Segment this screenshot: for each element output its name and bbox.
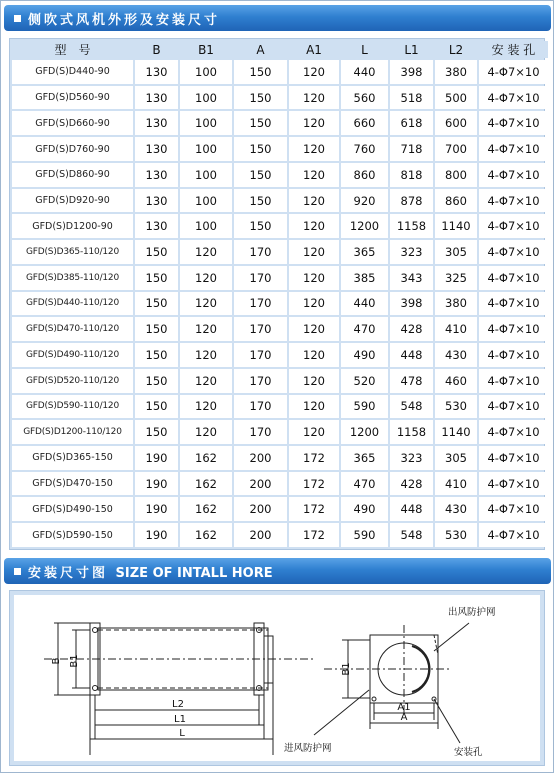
dimension-cell: 170	[234, 266, 287, 290]
dimension-cell: 878	[390, 189, 433, 213]
label-outlet-mesh: 出风防护网	[448, 607, 496, 618]
dimension-cell: 380	[435, 60, 477, 84]
dimension-cell: 490	[341, 497, 388, 521]
model-cell: GFD(S)D920-90	[12, 189, 133, 213]
model-cell: GFD(S)D860-90	[12, 163, 133, 187]
model-cell: GFD(S)D470-150	[12, 472, 133, 496]
dimension-cell: 120	[289, 214, 339, 238]
dimension-cell: 460	[435, 369, 477, 393]
dimension-cell: 150	[135, 395, 178, 419]
dimension-cell: 120	[180, 369, 232, 393]
label-b1: B1	[69, 654, 80, 668]
dimension-cell: 190	[135, 523, 178, 547]
section-banner-dimensions	[4, 5, 551, 31]
model-cell: GFD(S)D440-110/120	[12, 292, 133, 316]
install-diagram	[14, 595, 540, 761]
dimension-cell: 150	[135, 292, 178, 316]
dimension-cell: 170	[234, 420, 287, 444]
column-header: L2	[435, 41, 477, 58]
model-cell: GFD(S)D490-110/120	[12, 343, 133, 367]
dimension-cell: 4-Φ7×10	[479, 86, 548, 110]
dimension-cell: 1200	[341, 420, 388, 444]
section-title-install	[28, 562, 273, 581]
column-header: 安 装 孔	[479, 41, 548, 58]
dimension-cell: 162	[180, 523, 232, 547]
dimension-cell: 305	[435, 240, 477, 264]
dimension-cell: 325	[435, 266, 477, 290]
column-header: A1	[289, 41, 339, 58]
dimension-cell: 428	[390, 472, 433, 496]
dimension-cell: 170	[234, 395, 287, 419]
dimension-cell: 4-Φ7×10	[479, 163, 548, 187]
dimension-cell: 1140	[435, 214, 477, 238]
dimension-cell: 500	[435, 86, 477, 110]
column-header: 型 号	[12, 41, 133, 58]
dimension-cell: 172	[289, 523, 339, 547]
table-row	[12, 137, 548, 161]
dimension-cell: 470	[341, 317, 388, 341]
table-row	[12, 369, 548, 393]
dimension-cell: 600	[435, 111, 477, 135]
dimension-cell: 4-Φ7×10	[479, 472, 548, 496]
label-b: B	[51, 657, 62, 665]
dimension-cell: 130	[135, 137, 178, 161]
dimension-cell: 120	[289, 369, 339, 393]
dimension-cell: 1158	[390, 420, 433, 444]
dimension-cell: 305	[435, 446, 477, 470]
dimension-cell: 120	[180, 420, 232, 444]
dimension-cell: 170	[234, 369, 287, 393]
dimension-cell: 120	[289, 343, 339, 367]
dimension-cell: 4-Φ7×10	[479, 395, 548, 419]
dimension-cell: 100	[180, 60, 232, 84]
dimension-cell: 170	[234, 317, 287, 341]
dimension-table	[10, 39, 550, 549]
dimension-cell: 170	[234, 292, 287, 316]
dimension-cell: 172	[289, 446, 339, 470]
dimension-cell: 100	[180, 163, 232, 187]
dimension-cell: 100	[180, 86, 232, 110]
section-banner-install	[4, 558, 551, 584]
dimension-cell: 130	[135, 163, 178, 187]
dimension-cell: 190	[135, 446, 178, 470]
dimension-cell: 530	[435, 523, 477, 547]
dimension-cell: 4-Φ7×10	[479, 497, 548, 521]
dimension-cell: 130	[135, 214, 178, 238]
dimension-cell: 162	[180, 472, 232, 496]
dimension-cell: 860	[435, 189, 477, 213]
label-l1: L1	[174, 714, 186, 725]
dimension-cell: 150	[234, 60, 287, 84]
dimension-cell: 365	[341, 446, 388, 470]
dimension-cell: 150	[135, 317, 178, 341]
dimension-cell: 618	[390, 111, 433, 135]
dimension-cell: 470	[341, 472, 388, 496]
dimension-cell: 590	[341, 523, 388, 547]
table-row	[12, 240, 548, 264]
banner-square-icon	[14, 568, 21, 575]
table-row	[12, 86, 548, 110]
dimension-cell: 120	[289, 317, 339, 341]
dimension-cell: 548	[390, 395, 433, 419]
dimension-cell: 478	[390, 369, 433, 393]
dimension-cell: 130	[135, 189, 178, 213]
dimension-cell: 130	[135, 60, 178, 84]
model-cell: GFD(S)D590-110/120	[12, 395, 133, 419]
table-row	[12, 395, 548, 419]
dimension-cell: 120	[289, 86, 339, 110]
banner-square-icon	[14, 15, 21, 22]
dimension-cell: 365	[341, 240, 388, 264]
dimension-cell: 428	[390, 317, 433, 341]
dimension-cell: 120	[289, 137, 339, 161]
dimension-cell: 4-Φ7×10	[479, 266, 548, 290]
dimension-cell: 120	[289, 395, 339, 419]
column-header: B1	[180, 41, 232, 58]
dimension-cell: 410	[435, 472, 477, 496]
table-row	[12, 189, 548, 213]
model-cell: GFD(S)D490-150	[12, 497, 133, 521]
dimension-cell: 4-Φ7×10	[479, 292, 548, 316]
dimension-cell: 120	[289, 420, 339, 444]
dimension-cell: 150	[234, 163, 287, 187]
dimension-cell: 1158	[390, 214, 433, 238]
install-diagram-container	[9, 590, 545, 766]
dimension-cell: 4-Φ7×10	[479, 420, 548, 444]
dimension-cell: 150	[234, 137, 287, 161]
dimension-cell: 120	[289, 292, 339, 316]
dimension-cell: 200	[234, 523, 287, 547]
dimension-cell: 440	[341, 292, 388, 316]
table-body	[12, 60, 548, 547]
dimension-cell: 150	[135, 240, 178, 264]
dimension-cell: 120	[289, 240, 339, 264]
dimension-cell: 4-Φ7×10	[479, 446, 548, 470]
dimension-cell: 398	[390, 292, 433, 316]
model-cell: GFD(S)D1200-90	[12, 214, 133, 238]
dimension-cell: 4-Φ7×10	[479, 189, 548, 213]
dimension-cell: 860	[341, 163, 388, 187]
dimension-cell: 172	[289, 472, 339, 496]
dimension-table-container	[9, 38, 545, 550]
dimension-cell: 120	[180, 240, 232, 264]
dimension-cell: 200	[234, 446, 287, 470]
dimension-cell: 150	[135, 420, 178, 444]
dimension-cell: 440	[341, 60, 388, 84]
dimension-cell: 120	[289, 189, 339, 213]
table-row	[12, 420, 548, 444]
dimension-cell: 4-Φ7×10	[479, 214, 548, 238]
model-cell: GFD(S)D1200-110/120	[12, 420, 133, 444]
dimension-cell: 430	[435, 343, 477, 367]
table-row	[12, 472, 548, 496]
dimension-cell: 4-Φ7×10	[479, 111, 548, 135]
dimension-cell: 170	[234, 240, 287, 264]
label-l2: L2	[172, 699, 184, 710]
table-row	[12, 266, 548, 290]
dimension-cell: 920	[341, 189, 388, 213]
dimension-cell: 120	[180, 317, 232, 341]
dimension-cell: 1200	[341, 214, 388, 238]
table-row	[12, 214, 548, 238]
dimension-cell: 120	[180, 292, 232, 316]
dimension-cell: 120	[289, 60, 339, 84]
model-cell: GFD(S)D590-150	[12, 523, 133, 547]
table-row	[12, 343, 548, 367]
dimension-cell: 818	[390, 163, 433, 187]
table-row	[12, 523, 548, 547]
model-cell: GFD(S)D365-150	[12, 446, 133, 470]
dimension-cell: 200	[234, 497, 287, 521]
column-header: A	[234, 41, 287, 58]
dimension-cell: 590	[341, 395, 388, 419]
dimension-cell: 150	[234, 189, 287, 213]
dimension-cell: 548	[390, 523, 433, 547]
dimension-cell: 130	[135, 86, 178, 110]
dimension-cell: 170	[234, 343, 287, 367]
dimension-cell: 120	[180, 343, 232, 367]
model-cell: GFD(S)D365-110/120	[12, 240, 133, 264]
dimension-cell: 385	[341, 266, 388, 290]
dimension-cell: 162	[180, 446, 232, 470]
label-mount-hole: 安装孔	[454, 747, 483, 758]
table-row	[12, 317, 548, 341]
dimension-cell: 100	[180, 137, 232, 161]
dimension-cell: 490	[341, 343, 388, 367]
dimension-cell: 120	[180, 266, 232, 290]
model-cell: GFD(S)D440-90	[12, 60, 133, 84]
dimension-cell: 398	[390, 60, 433, 84]
model-cell: GFD(S)D520-110/120	[12, 369, 133, 393]
dimension-cell: 800	[435, 163, 477, 187]
label-inlet-mesh: 进风防护网	[284, 743, 332, 754]
table-row	[12, 497, 548, 521]
dimension-cell: 448	[390, 497, 433, 521]
dimension-cell: 190	[135, 472, 178, 496]
dimension-cell: 120	[289, 266, 339, 290]
dimension-cell: 4-Φ7×10	[479, 137, 548, 161]
dimension-cell: 660	[341, 111, 388, 135]
section-title: 侧吹式风机外形及安装尺寸	[28, 12, 221, 28]
column-header: L	[341, 41, 388, 58]
dimension-cell: 150	[234, 111, 287, 135]
dimension-cell: 172	[289, 497, 339, 521]
table-row	[12, 446, 548, 470]
dimension-cell: 150	[234, 86, 287, 110]
dimension-cell: 430	[435, 497, 477, 521]
label-l: L	[179, 728, 185, 739]
table-row	[12, 60, 548, 84]
label-b1-side: B1	[341, 662, 352, 676]
section-title-en: SIZE OF INTALL HORE	[115, 565, 273, 581]
section-title-cn: 安装尺寸图	[28, 565, 109, 581]
dimension-cell: 162	[180, 497, 232, 521]
dimension-cell: 700	[435, 137, 477, 161]
dimension-cell: 4-Φ7×10	[479, 369, 548, 393]
column-header: B	[135, 41, 178, 58]
model-cell: GFD(S)D470-110/120	[12, 317, 133, 341]
dimension-cell: 130	[135, 111, 178, 135]
table-row	[12, 163, 548, 187]
dimension-cell: 323	[390, 240, 433, 264]
dimension-cell: 100	[180, 111, 232, 135]
model-cell: GFD(S)D385-110/120	[12, 266, 133, 290]
table-row	[12, 292, 548, 316]
table-header-row	[12, 41, 548, 58]
dimension-cell: 718	[390, 137, 433, 161]
model-cell: GFD(S)D660-90	[12, 111, 133, 135]
dimension-cell: 4-Φ7×10	[479, 317, 548, 341]
label-a: A	[400, 712, 408, 723]
dimension-cell: 343	[390, 266, 433, 290]
dimension-cell: 100	[180, 189, 232, 213]
dimension-cell: 448	[390, 343, 433, 367]
dimension-cell: 4-Φ7×10	[479, 523, 548, 547]
dimension-cell: 100	[180, 214, 232, 238]
dimension-cell: 190	[135, 497, 178, 521]
dimension-cell: 4-Φ7×10	[479, 60, 548, 84]
dimension-cell: 120	[289, 111, 339, 135]
dimension-cell: 518	[390, 86, 433, 110]
dimension-cell: 380	[435, 292, 477, 316]
dimension-cell: 530	[435, 395, 477, 419]
model-cell: GFD(S)D760-90	[12, 137, 133, 161]
dimension-cell: 150	[135, 266, 178, 290]
dimension-cell: 150	[135, 343, 178, 367]
dimension-cell: 520	[341, 369, 388, 393]
dimension-cell: 560	[341, 86, 388, 110]
dimension-cell: 410	[435, 317, 477, 341]
model-cell: GFD(S)D560-90	[12, 86, 133, 110]
label-a1: A1	[397, 702, 411, 713]
dimension-cell: 4-Φ7×10	[479, 343, 548, 367]
dimension-cell: 4-Φ7×10	[479, 240, 548, 264]
install-diagram-svg	[14, 595, 540, 761]
dimension-cell: 760	[341, 137, 388, 161]
table-row	[12, 111, 548, 135]
dimension-cell: 1140	[435, 420, 477, 444]
dimension-cell: 323	[390, 446, 433, 470]
dimension-cell: 150	[135, 369, 178, 393]
column-header: L1	[390, 41, 433, 58]
dimension-cell: 120	[180, 395, 232, 419]
dimension-cell: 120	[289, 163, 339, 187]
dimension-cell: 200	[234, 472, 287, 496]
dimension-cell: 150	[234, 214, 287, 238]
